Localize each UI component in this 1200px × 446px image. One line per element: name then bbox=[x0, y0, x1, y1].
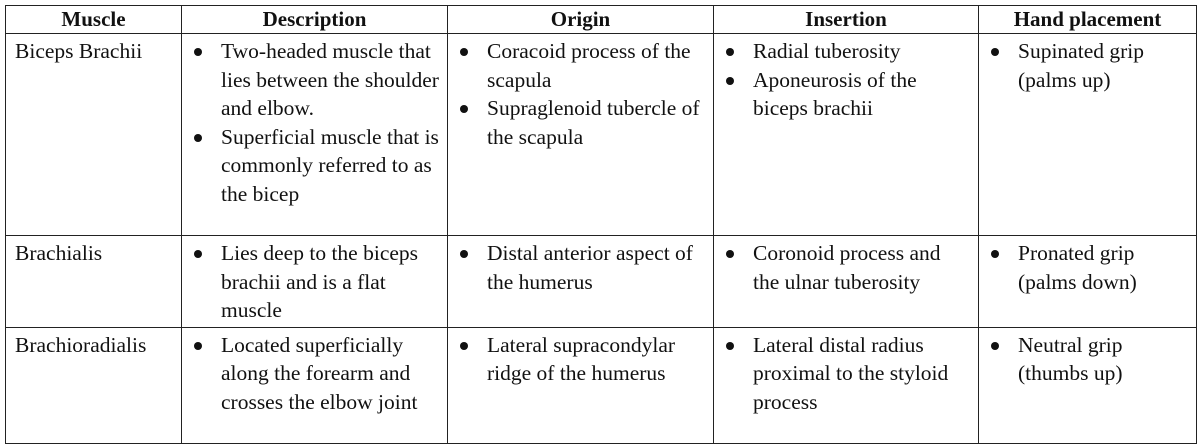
hand-placement-cell bbox=[979, 327, 1197, 443]
hand-placement-cell bbox=[979, 34, 1197, 236]
insertion-cell bbox=[714, 236, 979, 328]
list-item: Supraglenoid tubercle of the scapula bbox=[448, 94, 705, 151]
header-muscle: Muscle bbox=[6, 6, 182, 34]
hand-placement-list bbox=[979, 331, 1188, 388]
list-item: Superficial muscle that is commonly referred to as the bicep bbox=[182, 123, 439, 209]
origin-list bbox=[448, 239, 705, 296]
table-header-row bbox=[6, 6, 1197, 34]
insertion-list bbox=[714, 331, 970, 417]
origin-list bbox=[448, 331, 705, 388]
origin-list bbox=[448, 37, 705, 151]
header-insertion: Insertion bbox=[714, 6, 979, 34]
muscle-name-cell: Brachialis bbox=[6, 236, 182, 328]
list-item: Coracoid process of the scapula bbox=[448, 37, 705, 94]
origin-cell bbox=[448, 34, 714, 236]
insertion-cell bbox=[714, 327, 979, 443]
muscle-table-container bbox=[5, 5, 1197, 444]
table-row bbox=[6, 236, 1197, 328]
origin-cell bbox=[448, 327, 714, 443]
list-item: Neutral grip (thumbs up) bbox=[979, 331, 1188, 388]
table-row bbox=[6, 34, 1197, 236]
header-hand-placement: Hand placement bbox=[979, 6, 1197, 34]
list-item: Lateral supracondylar ridge of the humerus bbox=[448, 331, 705, 388]
muscle-name-cell: Biceps Brachii bbox=[6, 34, 182, 236]
description-cell bbox=[182, 327, 448, 443]
description-cell bbox=[182, 236, 448, 328]
muscle-name-cell: Brachioradialis bbox=[6, 327, 182, 443]
header-description: Description bbox=[182, 6, 448, 34]
insertion-cell bbox=[714, 34, 979, 236]
list-item: Lateral distal radius proximal to the styloid process bbox=[714, 331, 970, 417]
list-item: Lies deep to the biceps brachii and is a flat muscle bbox=[182, 239, 439, 325]
description-list bbox=[182, 239, 439, 325]
list-item: Two-headed muscle that lies between the shoulder and elbow. bbox=[182, 37, 439, 123]
muscle-table bbox=[5, 5, 1197, 444]
description-cell bbox=[182, 34, 448, 236]
hand-placement-list bbox=[979, 239, 1188, 296]
insertion-list bbox=[714, 37, 970, 123]
description-list bbox=[182, 37, 439, 208]
list-item: Pronated grip (palms down) bbox=[979, 239, 1188, 296]
list-item: Located superficially along the forearm and crosses the elbow joint bbox=[182, 331, 439, 417]
table-row bbox=[6, 327, 1197, 443]
origin-cell bbox=[448, 236, 714, 328]
insertion-list bbox=[714, 239, 970, 296]
list-item: Radial tuberosity bbox=[714, 37, 970, 66]
description-list bbox=[182, 331, 439, 417]
hand-placement-list bbox=[979, 37, 1188, 94]
hand-placement-cell bbox=[979, 236, 1197, 328]
list-item: Distal anterior aspect of the humerus bbox=[448, 239, 705, 296]
header-origin: Origin bbox=[448, 6, 714, 34]
list-item: Coronoid process and the ulnar tuberosity bbox=[714, 239, 970, 296]
list-item: Supinated grip (palms up) bbox=[979, 37, 1188, 94]
list-item: Aponeurosis of the biceps brachii bbox=[714, 66, 970, 123]
